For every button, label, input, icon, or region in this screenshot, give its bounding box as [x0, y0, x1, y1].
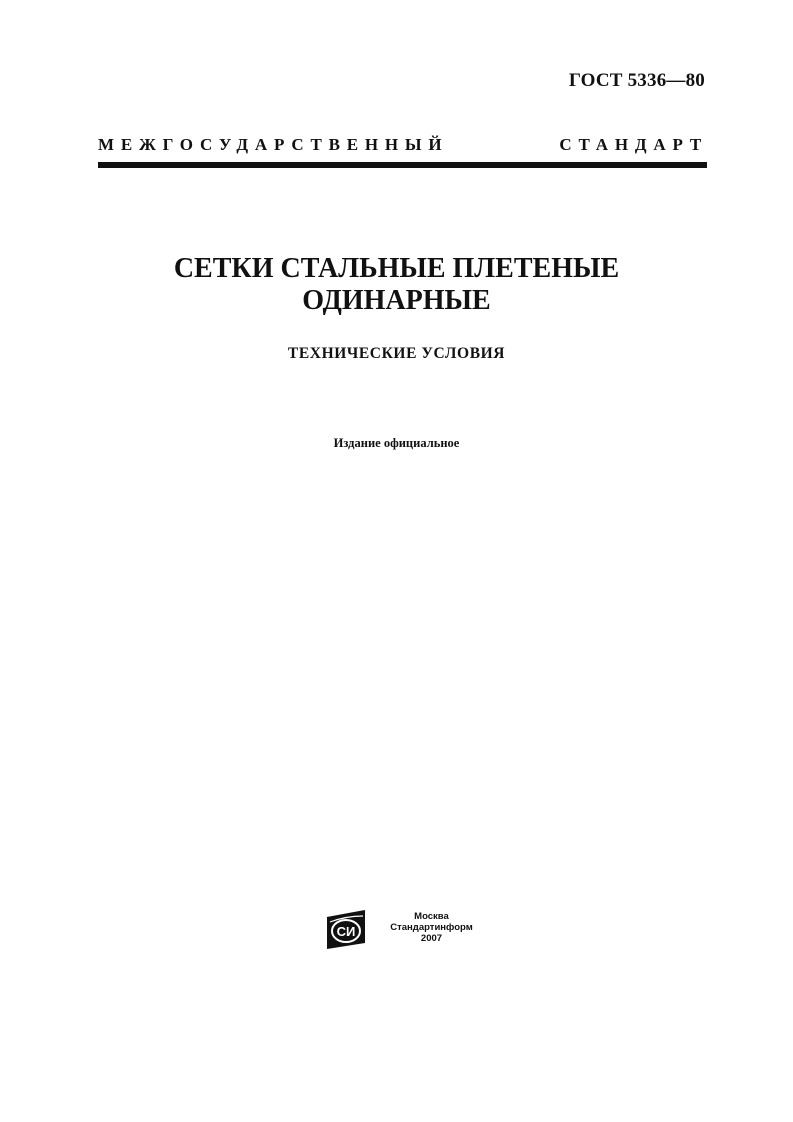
publisher-name: Стандартинформ: [390, 922, 473, 933]
standard-type-heading: МЕЖГОСУДАРСТВЕННЫЙ СТАНДАРТ: [98, 135, 708, 154]
document-title-line-1: СЕТКИ СТАЛЬНЫЕ ПЛЕТЕНЫЕ: [173, 253, 620, 284]
publisher-block: [324, 906, 489, 954]
document-title: [0, 253, 793, 317]
publication-year: 2007: [420, 933, 443, 944]
header-divider: [98, 162, 707, 168]
standartinform-logo-icon: [324, 909, 370, 951]
document-number: ГОСТ 5336—80: [568, 70, 705, 91]
document-subtitle: ТЕХНИЧЕСКИЕ УСЛОВИЯ: [287, 345, 506, 362]
edition-note: Издание официальное: [333, 436, 460, 450]
publisher-city: Москва: [414, 911, 449, 922]
document-title-line-2: ОДИНАРНЫЕ: [302, 285, 491, 316]
publisher-info: [374, 911, 489, 944]
logo-lettering: СИ: [336, 924, 356, 939]
